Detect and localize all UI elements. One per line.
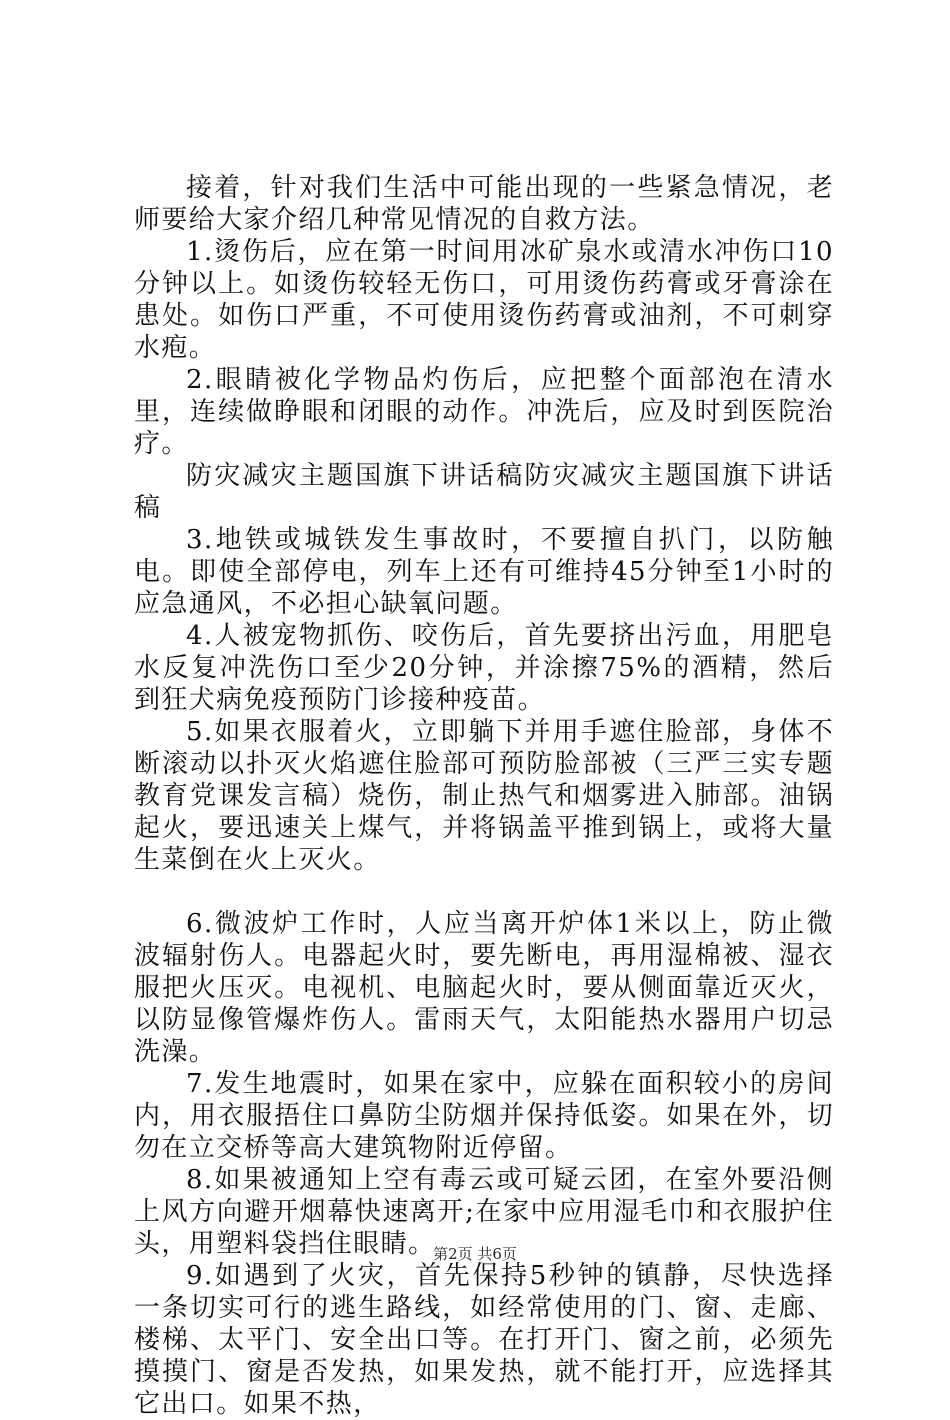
paragraph-item-7-earthquake: 7.发生地震时，如果在家中，应躲在面积较小的房间内，用衣服捂住口鼻防尘防烟并保持低姿。如果在外，切勿在立交桥等高大建筑物附近停留。 <box>134 1069 834 1163</box>
paragraph-item-6-microwave: 6.微波炉工作时，人应当离开炉体1米以上，防止微波辐射伤人。电器起火时，要先断电，再用湿棉被、湿衣服把火压灭。电视机、电脑起火时，要从侧面靠近灭火，以防显像管爆炸伤人。雷雨天气，太阳能热水器用户切忌洗澡。 <box>134 909 834 1067</box>
paragraph-item-4-pet-bite: 4.人被宠物抓伤、咬伤后，首先要挤出污血，用肥皂水反复冲洗伤口至少20分钟，并涂擦75%的酒精，然后到狂犬病免疫预防门诊接种疫苗。 <box>134 621 834 715</box>
paragraph-intro: 接着，针对我们生活中可能出现的一些紧急情况，老师要给大家介绍几种常见情况的自救方法。 <box>134 173 834 235</box>
page-footer: 第2页 共6页 <box>433 1245 517 1263</box>
document-body <box>134 172 834 1420</box>
paragraph-item-2-eye-burns: 2.眼睛被化学物品灼伤后，应把整个面部泡在清水里，连续做睁眼和闭眼的动作。冲洗后，应及时到医院治疗。 <box>134 365 834 459</box>
paragraph-item-1-burns: 1.烫伤后，应在第一时间用冰矿泉水或清水冲伤口10分钟以上。如烫伤较轻无伤口，可用烫伤药膏或牙膏涂在患处。如伤口严重，不可使用烫伤药膏或油剂，不可刺穿水疱。 <box>134 237 834 363</box>
paragraph-item-8-toxic-cloud: 8.如果被通知上空有毒云或可疑云团，在室外要沿侧上风方向避开烟幕快速离开;在家中应用湿毛巾和衣服护住头，用塑料袋挡住眼睛。 <box>134 1165 834 1259</box>
paragraph-item-5-clothes-fire: 5.如果衣服着火，立即躺下并用手遮住脸部，身体不断滚动以扑灭火焰遮住脸部可预防脸部被（三严三实专题教育党课发言稿）烧伤，制止热气和烟雾进入肺部。油锅起火，要迅速关上煤气，并将锅盖平推到锅上，或将大量生菜倒在火上灭火。 <box>134 717 834 875</box>
paragraph-item-9-fire-escape: 9.如遇到了火灾，首先保持5秒钟的镇静，尽快选择一条切实可行的逃生路线，如经常使用的门、窗、走廊、楼梯、太平门、安全出口等。在打开门、窗之前，必须先摸摸门、窗是否发热，如果发热，就不能打开，应选择其它出口。如果不热， <box>134 1261 834 1419</box>
paragraph-inserted-title: 防灾减灾主题国旗下讲话稿防灾减灾主题国旗下讲话稿 <box>134 461 834 523</box>
paragraph-item-3-subway: 3.地铁或城铁发生事故时，不要擅自扒门，以防触电。即使全部停电，列车上还有可维持45分钟至1小时的应急通风，不必担心缺氧问题。 <box>134 525 834 619</box>
